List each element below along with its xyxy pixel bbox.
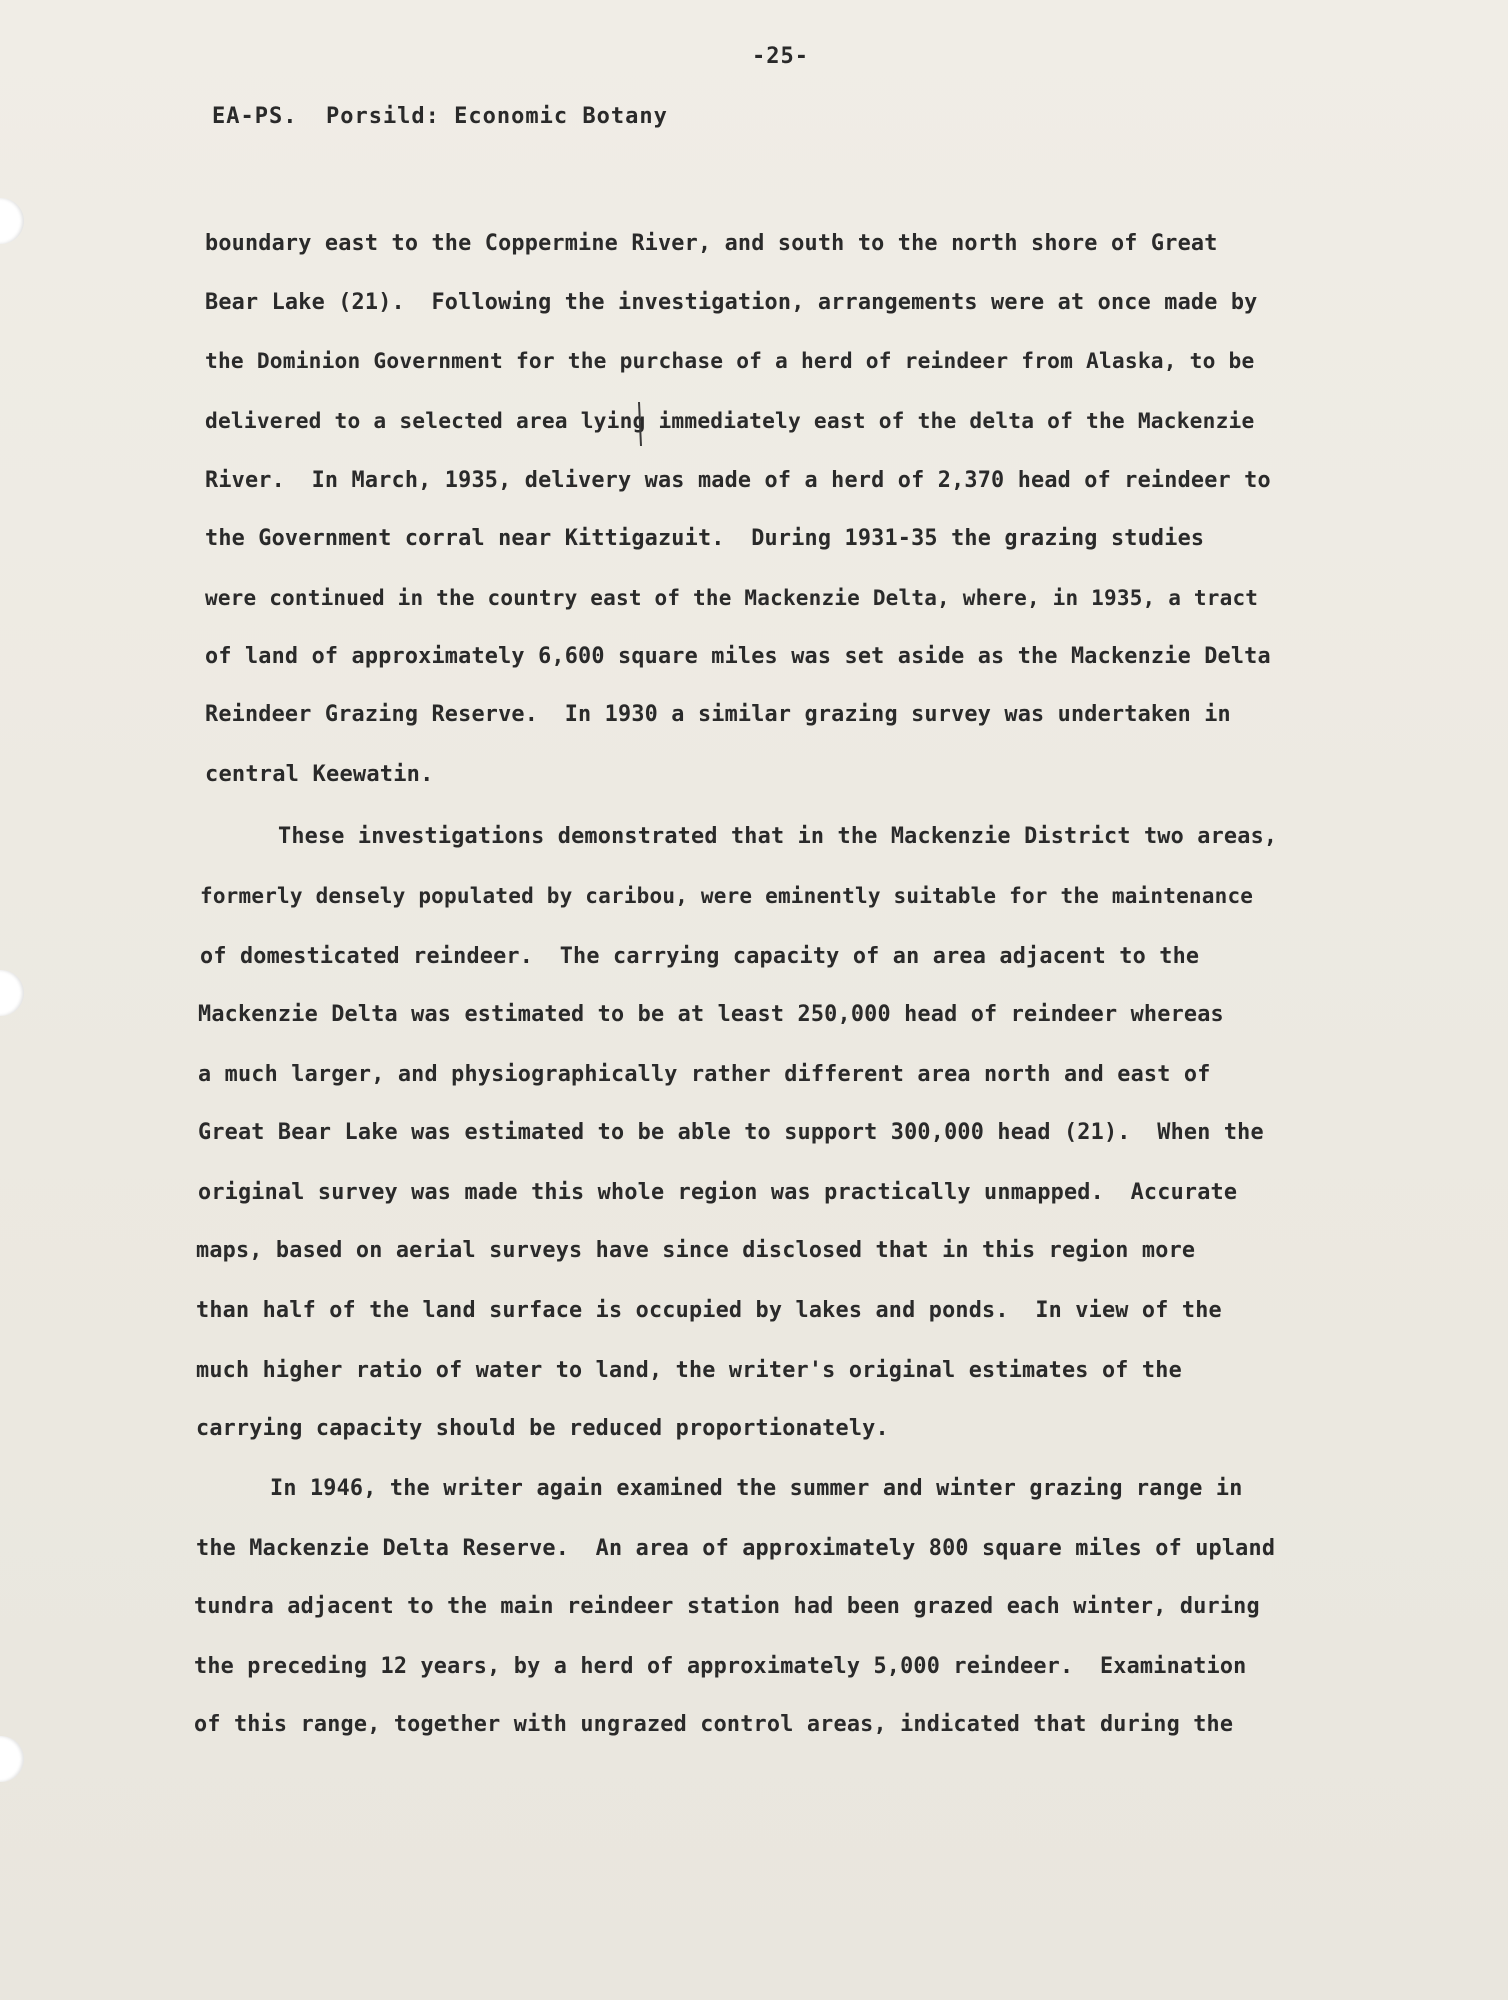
text-line: were continued in the country east of the Mackenzie Delta, where, in 1935, a tract <box>205 586 1259 610</box>
text-line: In 1946, the writer again examined the summer and winter grazing range in <box>270 1476 1243 1501</box>
text-line: the Dominion Government for the purchase of a herd of reindeer from Alaska, to be <box>205 348 1255 373</box>
text-line: Great Bear Lake was estimated to be able to support 300,000 head (21). When the <box>198 1120 1264 1145</box>
running-head: EA-PS. Porsild: Economic Botany <box>212 104 668 129</box>
text-line: Reindeer Grazing Reserve. In 1930 a similar grazing survey was undertaken in <box>205 702 1231 727</box>
text-line: original survey was made this whole region was practically unmapped. Accurate <box>198 1180 1238 1205</box>
text-line: than half of the land surface is occupied by lakes and ponds. In view of the <box>196 1298 1222 1323</box>
text-line: carrying capacity should be reduced proportionately. <box>196 1416 889 1441</box>
text-line: Mackenzie Delta was estimated to be at least 250,000 head of reindeer whereas <box>198 1002 1224 1027</box>
text-line: central Keewatin. <box>205 762 434 787</box>
text-line: Bear Lake (21). Following the investigation, arrangements were at once made by <box>205 290 1258 315</box>
punch-hole <box>0 970 24 1016</box>
text-line: the preceding 12 years, by a herd of approximately 5,000 reindeer. Examination <box>194 1654 1247 1679</box>
text-line: boundary east to the Coppermine River, and south to the north shore of Great <box>205 231 1218 256</box>
text-line: the Mackenzie Delta Reserve. An area of approximately 800 square miles of upland <box>196 1536 1276 1561</box>
text-line: the Government corral near Kittigazuit. During 1931-35 the grazing studies <box>205 526 1205 551</box>
punch-hole <box>0 198 24 244</box>
text-line: a much larger, and physiographically rather different area north and east of <box>198 1062 1211 1087</box>
pencil-insertion-mark <box>630 400 650 448</box>
text-line: of this range, together with ungrazed control areas, indicated that during the <box>194 1712 1234 1737</box>
text-line: of domesticated reindeer. The carrying capacity of an area adjacent to the <box>200 944 1200 969</box>
text-line: delivered to a selected area lying immediately east of the delta of the Mackenzie <box>205 408 1255 433</box>
punch-hole <box>0 1736 24 1782</box>
text-line: These investigations demonstrated that in the Mackenzie District two areas, <box>278 824 1278 849</box>
text-line: River. In March, 1935, delivery was made of a herd of 2,370 head of reindeer to <box>205 468 1271 493</box>
text-line: maps, based on aerial surveys have since disclosed that in this region more <box>196 1238 1196 1263</box>
text-line: of land of approximately 6,600 square miles was set aside as the Mackenzie Delta <box>205 644 1271 669</box>
page-number: -25- <box>752 44 809 69</box>
text-line: tundra adjacent to the main reindeer station had been grazed each winter, during <box>194 1594 1260 1619</box>
text-line: much higher ratio of water to land, the writer's original estimates of the <box>196 1358 1182 1383</box>
text-line: formerly densely populated by caribou, were eminently suitable for the maintenance <box>200 884 1254 908</box>
